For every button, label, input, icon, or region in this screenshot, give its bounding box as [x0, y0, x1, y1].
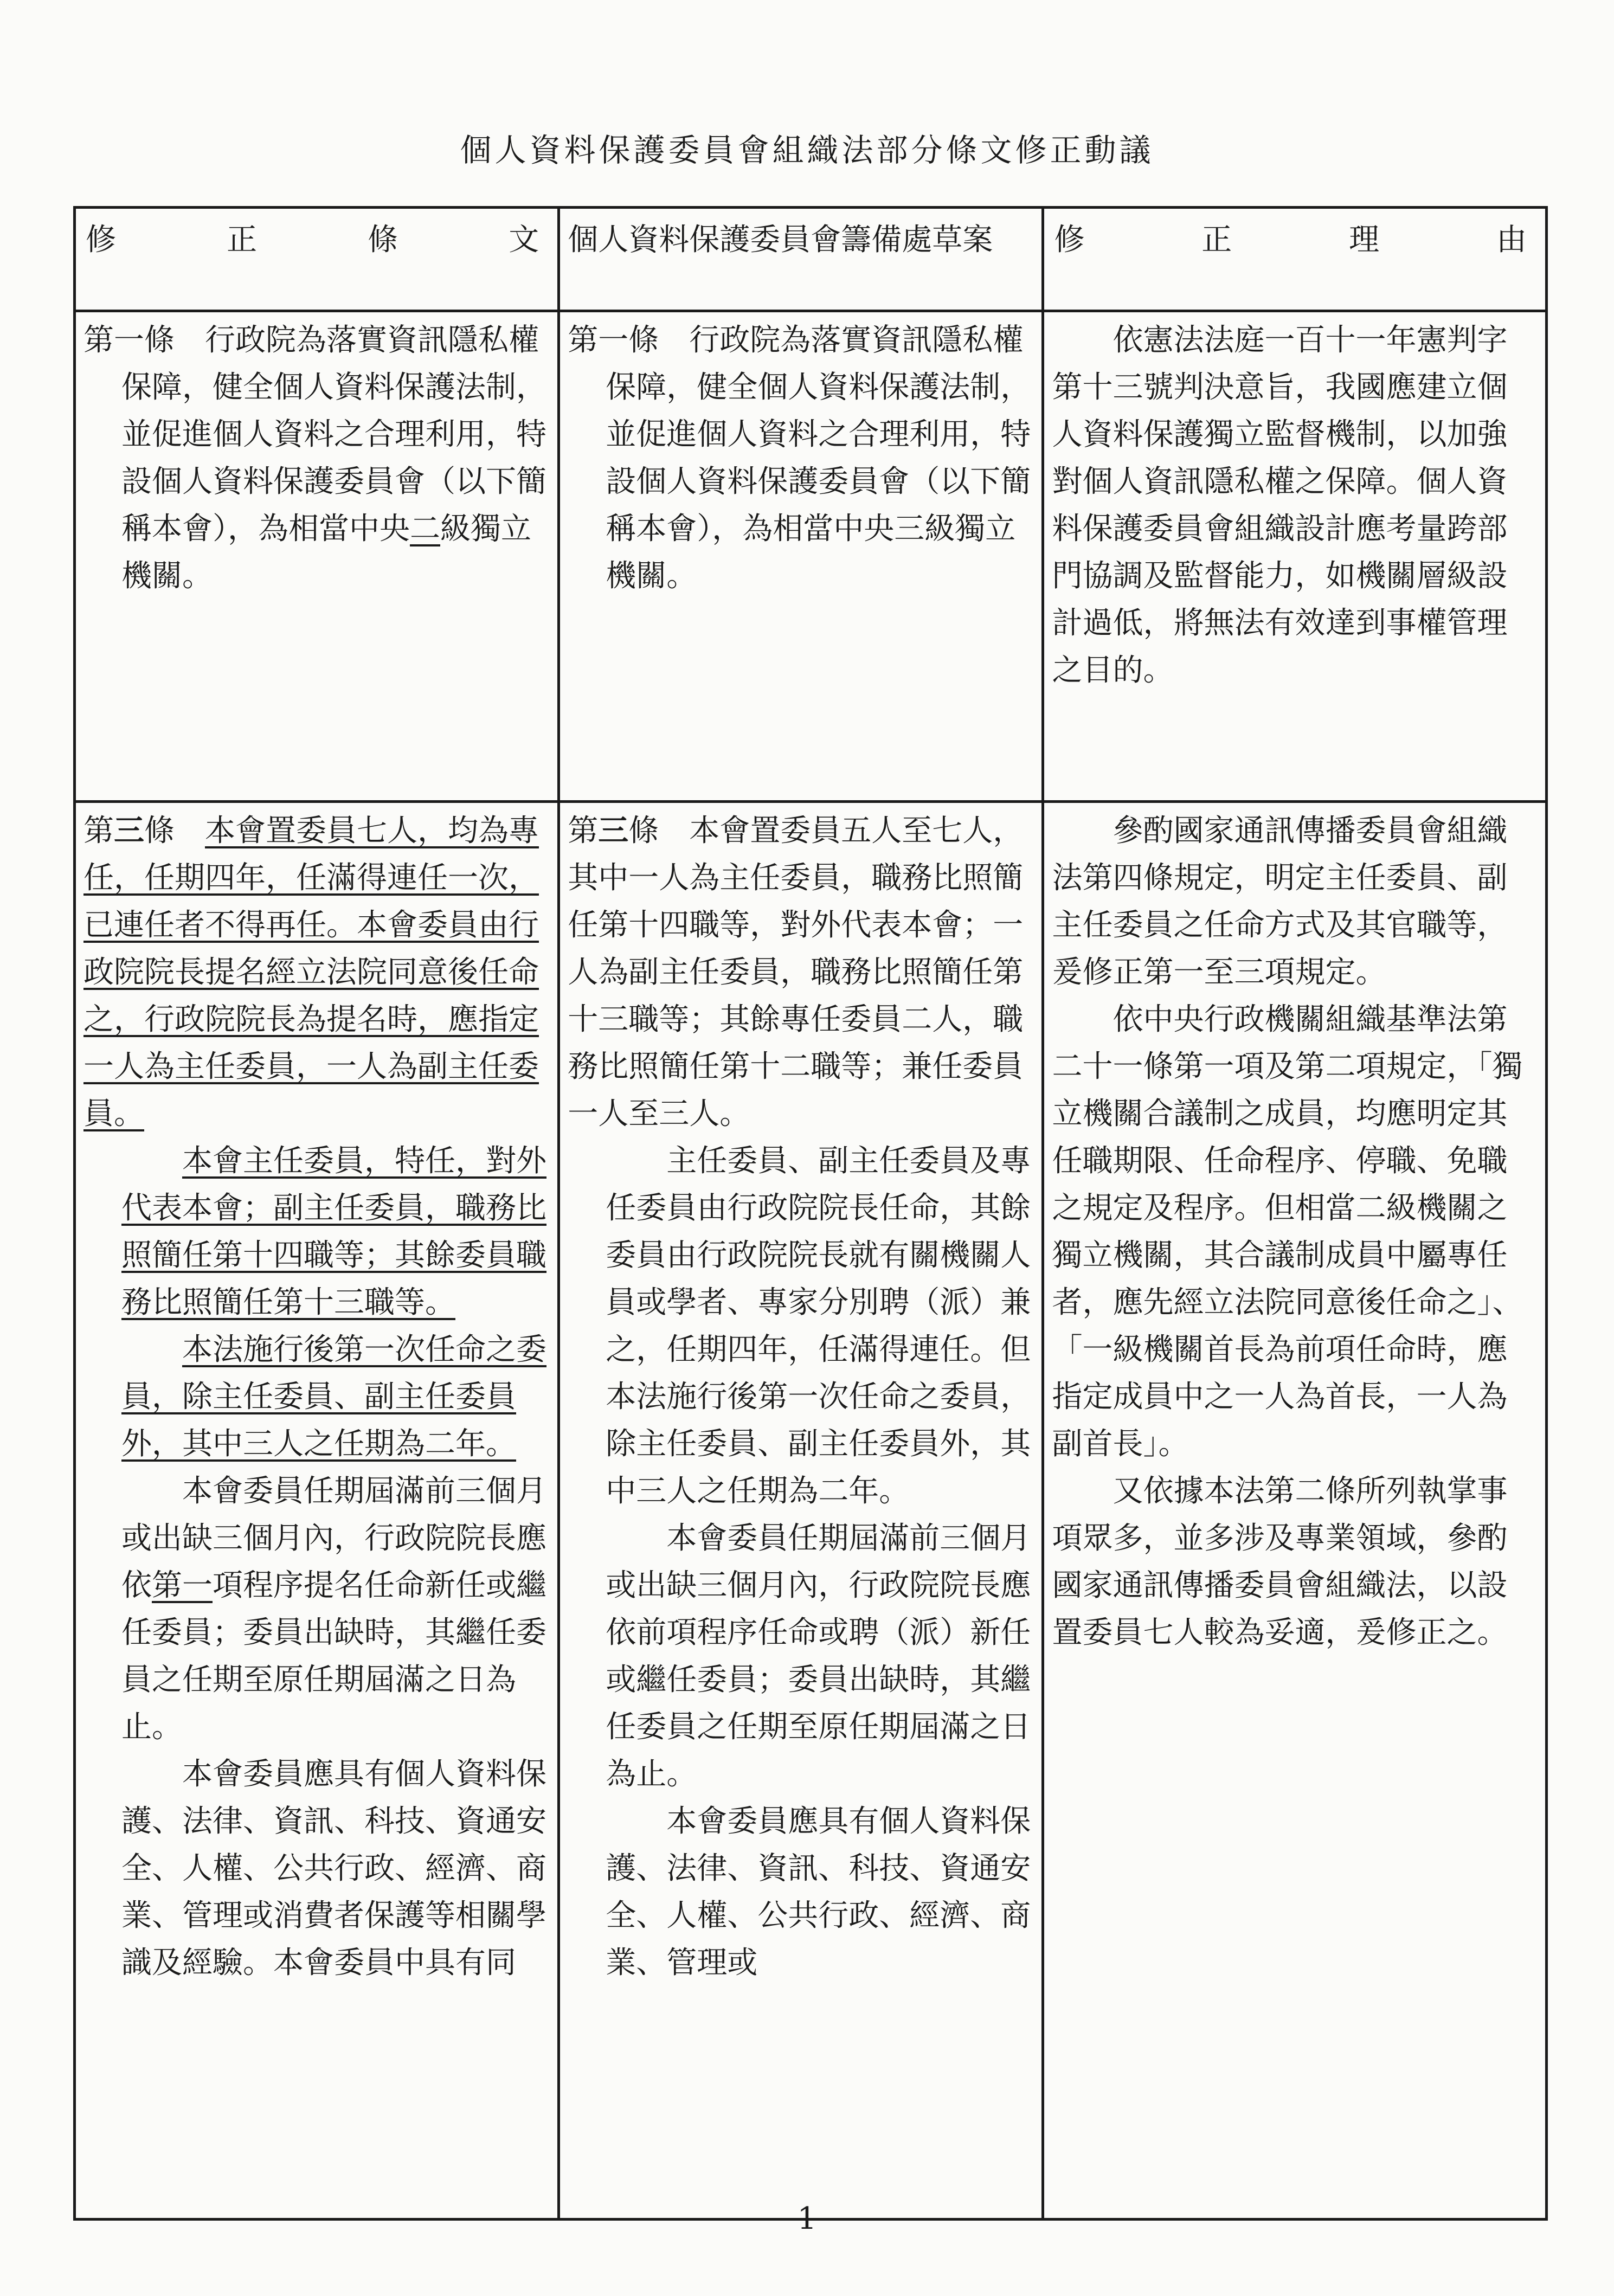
- article-3-amended: 第三條 本會置委員七人，均為專任，任期四年，任滿得連任一次，已連任者不得再任。本會委員由行政院院長提名經立法院同意後任命之，行政院院長為提名時，應指定一人為主任委員，一人為副主任委員。 本會主任委員，特任，對外代表本會；副主任委員，職務比照簡任第十四職等；其餘委員職務比照簡任第十三職等。 本法施行後第一次任命之委員，除主任委員、副主任委員外，其中三人之任期為二年。 本會委員任期屆滿前三個月或出缺三個月內，行政院院長應依第一項程序提名任命新任或繼任委員；委員出缺時，其繼任委員之任期至原任期屆滿之日為止。 本會委員應具有個人資料保護、法律、資訊、科技、資通安全、人權、公共行政、經濟、商業、管理或消費者保護等相關學識及經驗。本會委員中具有同: [75, 802, 559, 2220]
- page-number: 1: [797, 2201, 817, 2236]
- header-char: 修: [86, 222, 116, 258]
- comparison-table: [73, 206, 1548, 2221]
- paragraph: 本會委員應具有個人資料保護、法律、資訊、科技、資通安全、人權、公共行政、經濟、商業、管理或: [606, 1804, 1031, 1980]
- paragraph: 本會委員任期屆滿前三個月或出缺三個月內，行政院院長應依第一項程序提名任命新任或繼任委員；委員出缺時，其繼任委員之任期至原任期屆滿之日為止。: [121, 1474, 546, 1745]
- paragraph: 本法施行後第一次任命之委員，除主任委員、副主任委員外，其中三人之任期為二年。: [121, 1332, 546, 1462]
- paragraph: 依中央行政機關組織基準法第二十一條第一項及第二項規定，「獨立機關合議制之成員，均應明定其任職期限、任命程序、停職、免職之規定及程序。但相當二級機關之獨立機關，其合議制成員中屬專任者，應先經立法院同意後任命之」、「一級機關首長為前項任命時，應指定成員中之一人為首長，一人為副首長」。: [1052, 1002, 1523, 1462]
- article-1-draft: 第一條 行政院為落實資訊隱私權保障，健全個人資料保護法制，並促進個人資料之合理利用，特設個人資料保護委員會（以下簡稱本會），為相當中央三級獨立機關。: [559, 311, 1043, 802]
- article-3-draft: 第三條 本會置委員五人至七人，其中一人為主任委員，職務比照簡任第十四職等，對外代表本會；一人為副主任委員，職務比照簡任第十三職等；其餘專任委員二人，職務比照簡任第十二職等；兼任委員一人至三人。 主任委員、副主任委員及專任委員由行政院院長任命，其餘委員由行政院院長就有關機關人員或學者、專家分別聘（派）兼之，任期四年，任滿得連任。但本法施行後第一次任命之委員，除主任委員、副主任委員外，其中三人之任期為二年。 本會委員任期屆滿前三個月或出缺三個月內，行政院院長應依前項程序任命或聘（派）新任或繼任委員；委員出缺時，其繼任委員之任期至原任期屆滿之日為止。 本會委員應具有個人資料保護、法律、資訊、科技、資通安全、人權、公共行政、經濟、商業、管理或: [559, 802, 1043, 2220]
- paragraph: 主任委員、副主任委員及專任委員由行政院院長任命，其餘委員由行政院院長就有關機關人員或學者、專家分別聘（派）兼之，任期四年，任滿得連任。但本法施行後第一次任命之委員，除主任委員、副主任委員外，其中三人之任期為二年。: [606, 1143, 1031, 1509]
- amended-mark: 二: [410, 511, 440, 546]
- article-label: 第一條: [568, 323, 659, 358]
- header-row: [75, 208, 1547, 311]
- paragraph: 本會主任委員，特任，對外代表本會；副主任委員，職務比照簡任第十四職等；其餘委員職務比照簡任第十三職等。: [121, 1143, 546, 1320]
- paragraph: 本會委員應具有個人資料保護、法律、資訊、科技、資通安全、人權、公共行政、經濟、商業、管理或消費者保護等相關學識及經驗。本會委員中具有同: [121, 1757, 546, 1980]
- header-char: 條: [368, 222, 398, 258]
- article-3-row: [75, 802, 1547, 2220]
- article-1-amended: 第一條 行政院為落實資訊隱私權保障，健全個人資料保護法制，並促進個人資料之合理利用，特設個人資料保護委員會（以下簡稱本會），為相當中央二級獨立機關。: [75, 311, 559, 802]
- header-amended-text: [75, 208, 559, 311]
- paragraph: 參酌國家通訊傳播委員會組織法第四條規定，明定主任委員、副主任委員之任命方式及其官職等，爰修正第一至三項規定。: [1052, 813, 1508, 990]
- article-label: 第三條: [83, 813, 175, 848]
- document-title: 個人資料保護委員會組織法部分條文修正動議: [460, 132, 1154, 169]
- header-char: 由: [1496, 222, 1527, 258]
- header-reason: [1043, 208, 1547, 311]
- article-3-reason: [1043, 802, 1547, 2220]
- header-char: 理: [1349, 222, 1380, 258]
- article-label: 第三條: [568, 813, 659, 848]
- paragraph: 又依據本法第二條所列執掌事項眾多，並多涉及專業領域，參酌國家通訊傳播委員會組織法，以設置委員七人較為妥適，爰修正之。: [1052, 1474, 1508, 1650]
- header-char: 正: [1201, 222, 1232, 258]
- header-char: 文: [509, 222, 539, 258]
- article-label: 第一條: [83, 323, 175, 358]
- header-char: 修: [1054, 222, 1085, 258]
- header-draft-text: 個人資料保護委員會籌備處草案: [559, 208, 1043, 311]
- article-1-reason: 依憲法法庭一百十一年憲判字第十三號判決意旨，我國應建立個人資料保護獨立監督機制，以加強對個人資訊隱私權之保障。個人資料保護委員會組織設計應考量跨部門協調及監督能力，如機關層級設計過低，將無法有效達到事權管理之目的。: [1043, 311, 1547, 802]
- paragraph: 本會委員任期屆滿前三個月或出缺三個月內，行政院院長應依前項程序任命或聘（派）新任或繼任委員；委員出缺時，其繼任委員之任期至原任期屆滿之日為止。: [606, 1521, 1031, 1792]
- header-char: 正: [227, 222, 258, 258]
- article-1-row: [75, 311, 1547, 802]
